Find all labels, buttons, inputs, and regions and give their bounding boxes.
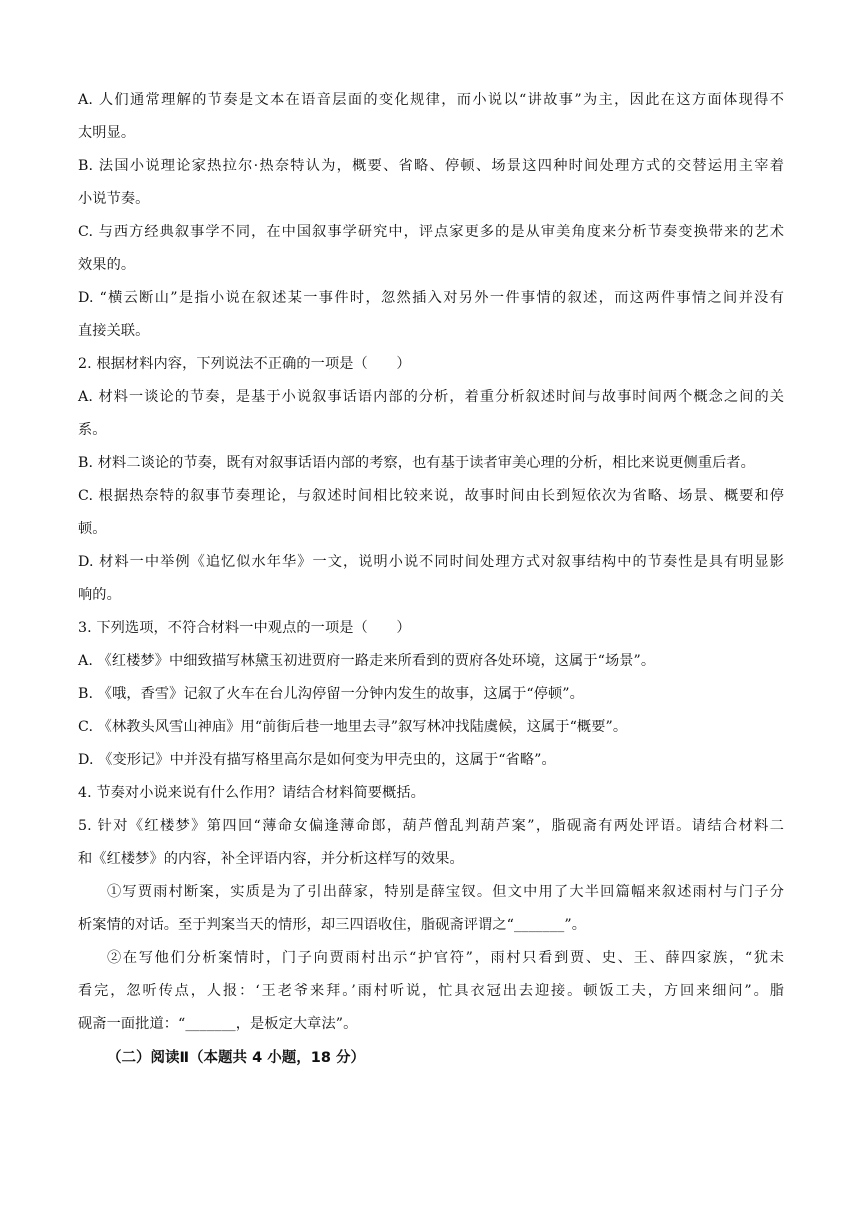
q5-item-2-line-2: 看完，忽听传点，人报：‘王老爷来拜。’雨村听说，忙具衣冠出去迎接。顿饭工夫，方回来细问”。脂 <box>78 983 784 999</box>
q3-option-d: D. 《变形记》中并没有描写格里高尔是如何变为甲壳虫的，这属于“省略”。 <box>78 752 556 768</box>
question-5-line-1: 5. 针对《红楼梦》第四回“薄命女偏逢薄命郎，葫芦僧乱判葫芦案”，脂砚斋有两处评语。请结合材料二 <box>78 818 784 834</box>
q5-item-1-line-1: ①写贾雨村断案，实质是为了引出薛家，特别是薛宝钗。但文中用了大半回篇幅来叙述雨村与门子分 <box>107 884 784 900</box>
q2-option-a-line-1: A. 材料一谈论的节奏，是基于小说叙事话语内部的分析，着重分析叙述时间与故事时间两个概念之间的关 <box>78 389 784 405</box>
q5-item-2-line-3: 砚斋一面批道：“_______，是板定大章法”。 <box>78 1016 358 1032</box>
question-5-line-2: 和《红楼梦》的内容，补全评语内容，并分析这样写的效果。 <box>78 851 464 867</box>
document-page <box>78 84 784 1075</box>
question-2-stem: 2. 根据材料内容，下列说法不正确的一项是（ ） <box>78 356 411 372</box>
option-d-line-2: 直接关联。 <box>78 323 150 339</box>
q5-item-2-line-1: ②在写他们分析案情时，门子向贾雨村出示“护官符”，雨村只看到贾、史、王、薛四家族，“犹未 <box>107 950 784 966</box>
question-3-stem: 3. 下列选项，不符合材料一中观点的一项是（ ） <box>78 620 411 636</box>
q2-option-c-line-2: 顿。 <box>78 521 107 537</box>
option-d-line-1: D. “横云断山”是指小说在叙述某一事件时，忽然插入对另外一件事情的叙述，而这两件事情之间并没有 <box>78 290 784 306</box>
option-c-line-1: C. 与西方经典叙事学不同，在中国叙事学研究中，评点家更多的是从审美角度来分析节奏变换带来的艺术 <box>78 224 784 240</box>
q2-option-c-line-1: C. 根据热奈特的叙事节奏理论，与叙述时间相比较来说，故事时间由长到短依次为省略、场景、概要和停 <box>78 488 784 504</box>
q3-option-b: B. 《哦，香雪》记叙了火车在台儿沟停留一分钟内发生的故事，这属于“停顿”。 <box>78 686 584 702</box>
question-4: 4. 节奏对小说来说有什么作用？请结合材料简要概括。 <box>78 785 425 801</box>
option-b-line-2: 小说节奏。 <box>78 191 150 207</box>
q5-item-1-line-2: 析案情的对话。至于判案当天的情形，却三四语收住，脂砚斋评谓之“_______”。 <box>78 917 586 933</box>
option-c-line-2: 效果的。 <box>78 257 136 273</box>
q2-option-a-line-2: 系。 <box>78 422 107 438</box>
option-b-line-1: B. 法国小说理论家热拉尔·热奈特认为，概要、省略、停顿、场景这四种时间处理方式的交替运用主宰着 <box>78 158 784 174</box>
q2-option-b: B. 材料二谈论的节奏，既有对叙事话语内部的考察，也有基于读者审美心理的分析，相比来说更侧重后者。 <box>78 455 755 471</box>
q2-option-d-line-1: D. 材料一中举例《追忆似水年华》一文，说明小说不同时间处理方式对叙事结构中的节奏性是具有明显影 <box>78 554 784 570</box>
option-a-line-2: 太明显。 <box>78 125 136 141</box>
q3-option-c: C. 《林教头风雪山神庙》用“前街后巷一地里去寻”叙写林冲找陆虞候，这属于“概要”。 <box>78 719 628 735</box>
q2-option-d-line-2: 响的。 <box>78 587 121 603</box>
q3-option-a: A. 《红楼梦》中细致描写林黛玉初进贾府一路走来所看到的贾府各处环境，这属于“场景”。 <box>78 653 656 669</box>
section-heading: （二）阅读Ⅱ（本题共 4 小题，18 分） <box>107 1050 365 1066</box>
option-a-line-1: A. 人们通常理解的节奏是文本在语音层面的变化规律，而小说以“讲故事”为主，因此在这方面体现得不 <box>78 92 784 108</box>
